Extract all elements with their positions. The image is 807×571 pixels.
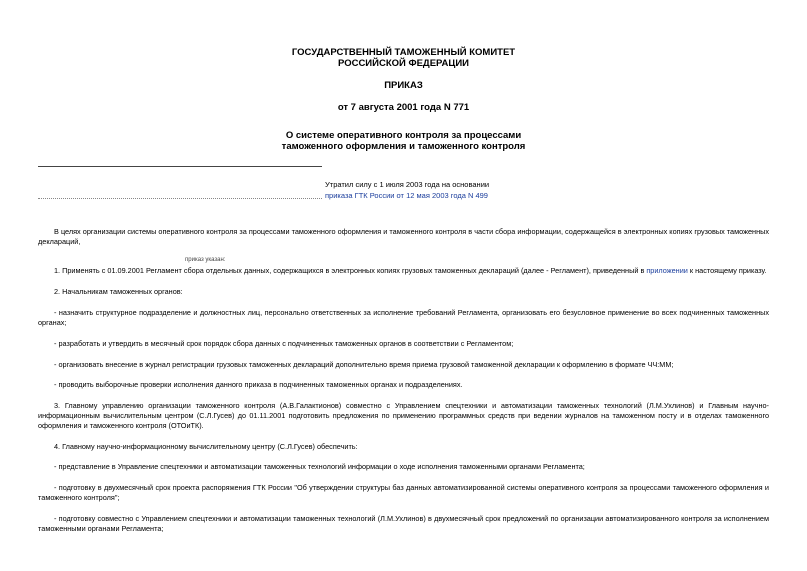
intro-text: В целях организации системы оперативного контроля за процессами таможенного оформления и таможенного контроля в части сбора информации, содержащейся в электронных копиях грузовых таможенных деклараций, (38, 227, 769, 246)
paragraph-2-item-a-text: - назначить структурное подразделение и должностных лиц, персонально ответственных за исполнение требований Регламента, организовать его безусловное применение во всех подчиненных таможенных органах; (38, 308, 769, 327)
paragraph-2-item-d (38, 380, 769, 390)
subject-line-1: О системе оперативного контроля за процессами (285, 130, 522, 141)
issuer-block (0, 47, 807, 69)
status-note-text: Утратил силу с 1 июля 2003 года на основании (325, 180, 490, 189)
doc-subject (0, 130, 807, 152)
issuer-line-2: РОССИЙСКОЙ ФЕДЕРАЦИИ (337, 58, 469, 69)
intro-paragraph (38, 227, 769, 247)
paragraph-1-text: 1. Применять с 01.09.2001 Регламент сбора отдельных данных, содержащихся в электронных копиях грузовых таможенных деклараций (далее - Регламент), приведенный в (54, 266, 647, 275)
paragraph-4-item-a (38, 462, 769, 472)
dotted-separator (38, 198, 322, 199)
paragraph-4-text: 4. Главному научно-информационному вычислительному центру (С.Л.Гусев) обеспечить: (54, 442, 358, 451)
issuer-line-1: ГОСУДАРСТВЕННЫЙ ТАМОЖЕННЫЙ КОМИТЕТ (291, 47, 516, 58)
paragraph-2-item-c (38, 360, 769, 370)
status-note (325, 179, 489, 201)
hover-tooltip: приказ указан: (185, 257, 226, 263)
separator-rule (38, 166, 322, 167)
paragraph-1 (38, 266, 769, 276)
paragraph-4-item-c-text: - подготовку совместно с Управлением спецтехники и автоматизации таможенных технологий (Л.М.Ухлинов) в двухмесячный срок предложений по организации автоматизированного контроля за исполнением таможенными органами Регламента; (38, 514, 769, 533)
doc-date: от 7 августа 2001 года N 771 (337, 102, 470, 113)
paragraph-4 (38, 442, 769, 452)
paragraph-2-text: 2. Начальникам таможенных органов: (54, 287, 183, 296)
paragraph-2-item-a (38, 308, 769, 328)
paragraph-3-text: 3. Главному управлению организации таможенного контроля (А.В.Галактионов) совместно с Управлением спецтехники и автоматизации таможенных технологий (Л.М.Ухлинов) и Главным научно-информационным вычислительным центром (С.Л.Гусев) до 01.11.2001 подготовить предложения по применению программных средств при ведении журналов на таможенном посту и в отделах таможенного оформления и таможенного контроля (ОТОиТК). (38, 401, 769, 430)
paragraph-2 (38, 287, 769, 297)
repeal-order-link[interactable]: приказа ГТК России от 12 мая 2003 года N 499 (325, 191, 488, 200)
subject-line-2: таможенного оформления и таможенного контроля (281, 141, 526, 152)
paragraph-2-item-d-text: - проводить выборочные проверки исполнения данного приказа в подчиненных таможенных органах и подразделениях. (54, 380, 463, 389)
paragraph-2-item-b (38, 339, 769, 349)
paragraph-4-item-b-text: - подготовку в двухмесячный срок проекта распоряжения ГТК России "Об утверждении структуры баз данных автоматизированной системы оперативного контроля за процессами таможенного оформления и таможенного контроля"; (38, 483, 769, 502)
paragraph-4-item-a-text: - представление в Управление спецтехники и автоматизации таможенных технологий информации о ходе исполнения таможенными органами Регламента; (54, 462, 585, 471)
paragraph-2-item-c-text: - организовать внесение в журнал регистрации грузовых таможенных деклараций дополнительно время приема грузовой таможенной декларации к оформлению в формате ЧЧ:ММ; (54, 360, 674, 369)
paragraph-4-item-c (38, 514, 769, 534)
paragraph-3 (38, 401, 769, 431)
paragraph-2-item-b-text: - разработать и утвердить в месячный срок порядок сбора данных с подчиненных таможенных органов в соответствии с Регламентом; (54, 339, 514, 348)
paragraph-4-item-b (38, 483, 769, 503)
paragraph-1-tail: к настоящему приказу. (687, 266, 767, 275)
doc-type: ПРИКАЗ (384, 80, 423, 91)
appendix-link[interactable]: приложении (646, 266, 688, 275)
